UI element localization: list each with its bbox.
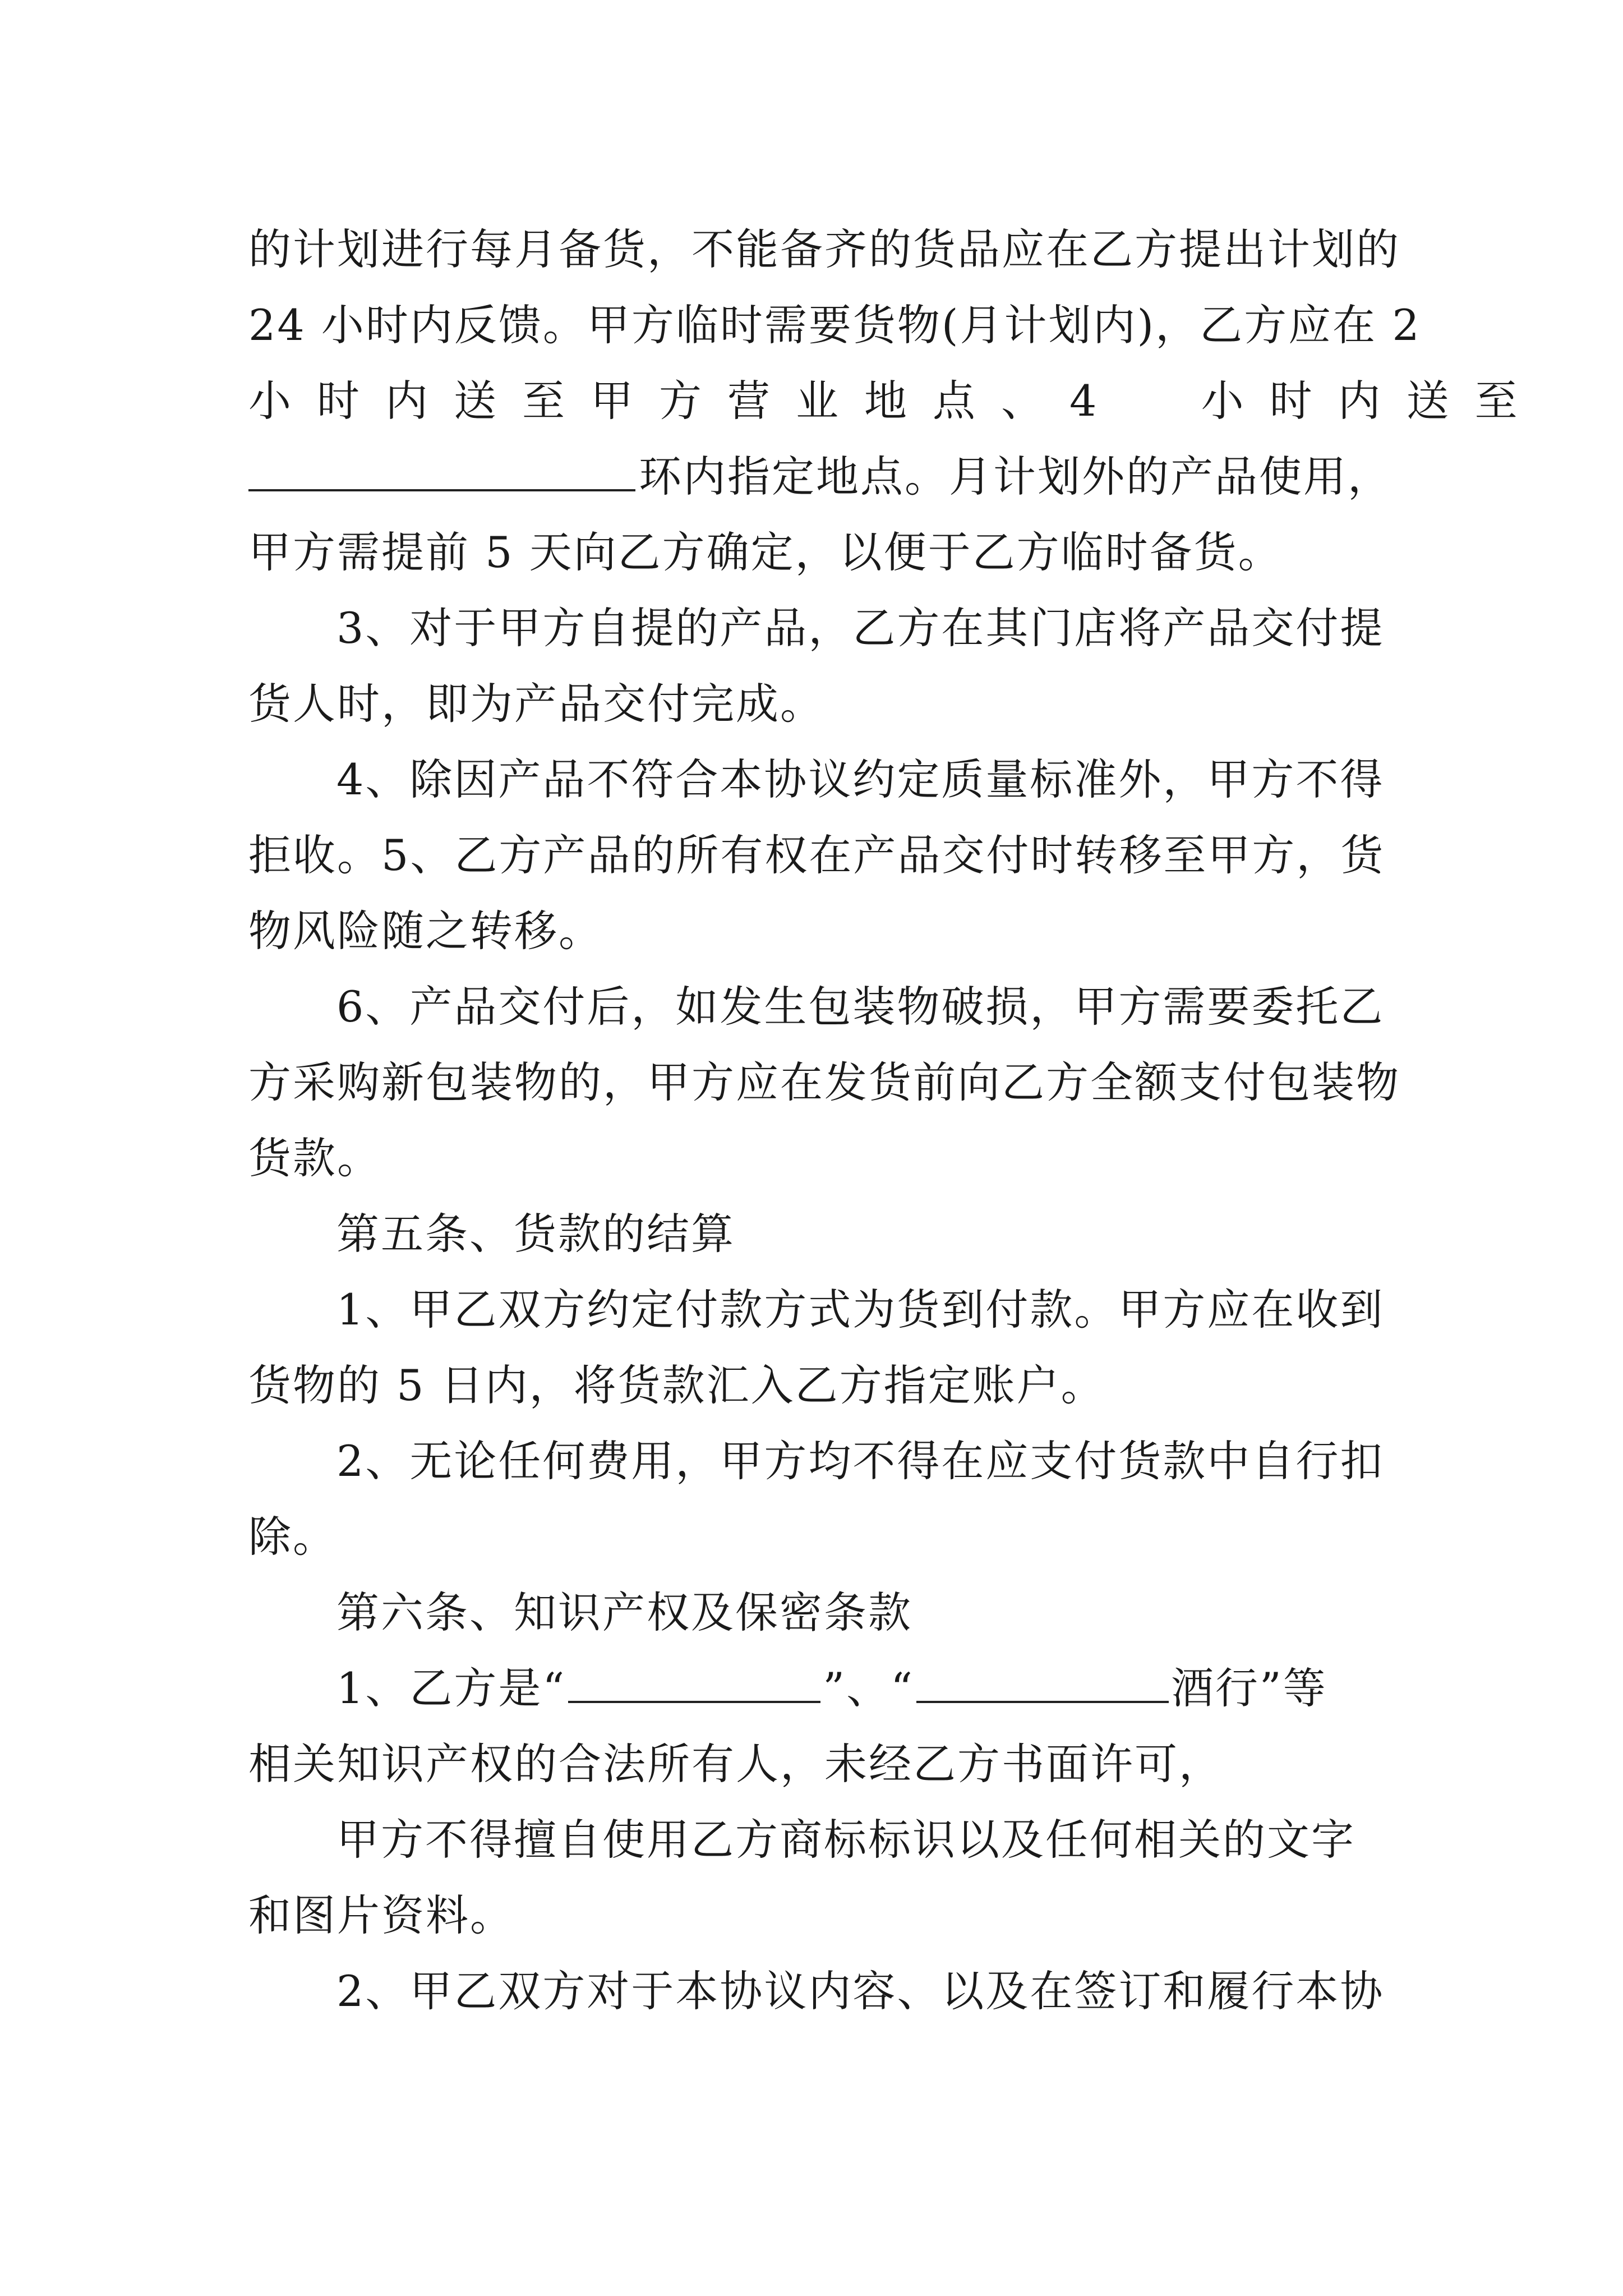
text-line: 拒收。5、乙方产品的所有权在产品交付时转移至甲方，货 bbox=[248, 830, 1385, 880]
paragraph-start: 甲方不得擅自使用乙方商标标识以及任何相关的文字 bbox=[336, 1815, 1355, 1865]
text-fragment: 1、乙方是“ bbox=[336, 1663, 566, 1713]
text-line: 货人时，即为产品交付完成。 bbox=[248, 679, 824, 729]
text-line: 方采购新包装物的，甲方应在发货前向乙方全额支付包装物 bbox=[248, 1057, 1400, 1107]
paragraph-start: 4、除因产品不符合本协议约定质量标准外，甲方不得 bbox=[336, 754, 1385, 804]
text-fragment: 环内指定地点。月计划外的产品使用， bbox=[639, 452, 1392, 501]
text-line: 除。 bbox=[248, 1512, 337, 1562]
text-line: 货物的 5 日内，将货款汇入乙方指定账户。 bbox=[248, 1360, 1105, 1410]
paragraph-start: 6、产品交付后，如发生包装物破损，甲方需要委托乙 bbox=[336, 982, 1385, 1032]
text-line: 24 小时内反馈。甲方临时需要货物(月计划内)，乙方应在 2 bbox=[248, 300, 1421, 350]
paragraph-start bbox=[336, 1652, 1387, 1725]
fill-in-blank bbox=[248, 454, 635, 491]
text-line: 和图片资料。 bbox=[248, 1890, 514, 1940]
text-line bbox=[248, 440, 1392, 513]
fill-in-blank bbox=[916, 1666, 1169, 1703]
text-line: 小时内送至甲方营业地点、4 小时内送至 bbox=[248, 376, 1543, 426]
text-line: 甲方需提前 5 天向乙方确定，以便于乙方临时备货。 bbox=[248, 527, 1283, 577]
fill-in-blank bbox=[568, 1666, 820, 1703]
section-heading: 第六条、知识产权及保密条款 bbox=[336, 1588, 912, 1637]
text-line: 的计划进行每月备货，不能备齐的货品应在乙方提出计划的 bbox=[248, 224, 1400, 274]
paragraph-start: 2、无论任何费用，甲方均不得在应支付货款中自行扣 bbox=[336, 1436, 1385, 1486]
text-fragment: 酒行”等 bbox=[1170, 1663, 1327, 1713]
section-heading: 第五条、货款的结算 bbox=[336, 1209, 735, 1259]
paragraph-start: 1、甲乙双方约定付款方式为货到付款。甲方应在收到 bbox=[336, 1285, 1385, 1335]
text-line: 相关知识产权的合法所有人，未经乙方书面许可， bbox=[248, 1739, 1223, 1789]
text-fragment: ”、“ bbox=[823, 1663, 914, 1713]
text-line: 物风险随之转移。 bbox=[248, 906, 603, 956]
text-line: 货款。 bbox=[248, 1133, 381, 1183]
paragraph-start: 3、对于甲方自提的产品，乙方在其门店将产品交付提 bbox=[336, 603, 1385, 653]
paragraph-start: 2、甲乙双方对于本协议内容、以及在签订和履行本协 bbox=[336, 1966, 1385, 2016]
